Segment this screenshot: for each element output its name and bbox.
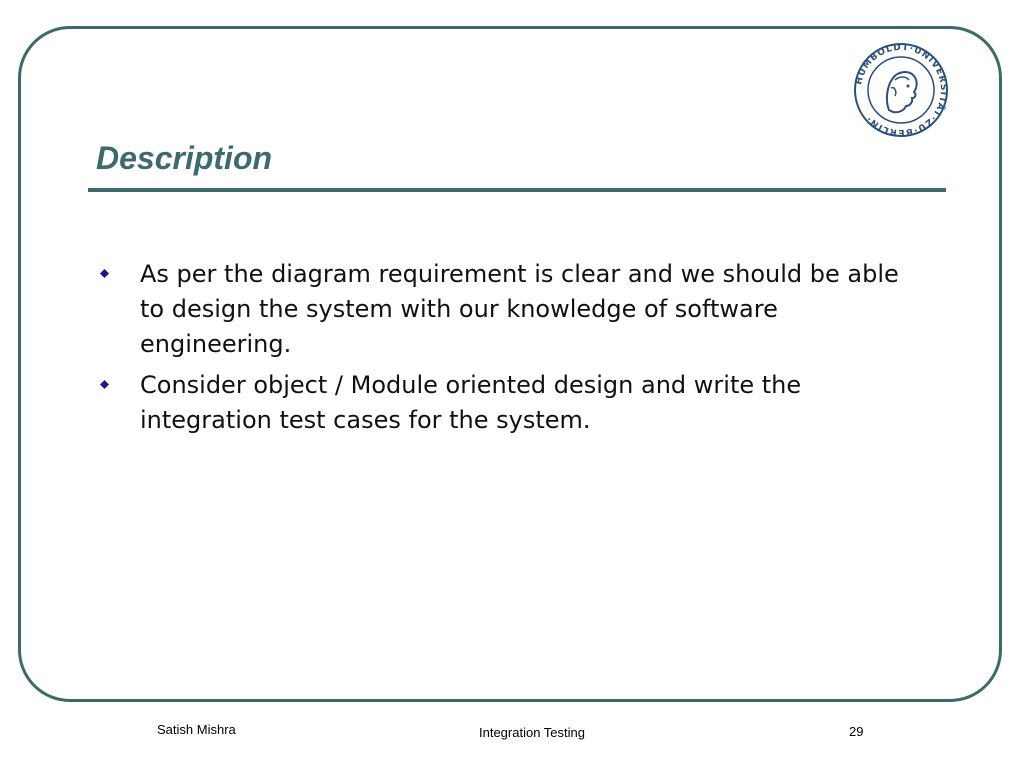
bullet-item — [100, 368, 930, 438]
slide-title: Description — [96, 140, 273, 176]
bullet-item — [100, 257, 930, 362]
diamond-bullet-icon — [100, 380, 109, 389]
bullet-list — [100, 257, 930, 444]
footer-topic: Integration Testing — [479, 725, 585, 740]
bullet-text: Consider object / Module oriented design and write the integration test cases for the system. — [140, 371, 802, 434]
title-underline — [88, 188, 946, 192]
diamond-bullet-icon — [100, 269, 109, 278]
bullet-text: As per the diagram requirement is clear and we should be able to design the system with our knowledge of software engineering. — [140, 260, 899, 358]
university-seal-logo — [851, 40, 951, 140]
footer-page-number: 29 — [849, 724, 864, 739]
svg-text:HUMBOLDT·UNIVERSITÄT·ZU·BERLIN: HUMBOLDT·UNIVERSITÄT·ZU·BERLIN· — [854, 42, 949, 138]
footer-author: Satish Mishra — [157, 722, 236, 737]
